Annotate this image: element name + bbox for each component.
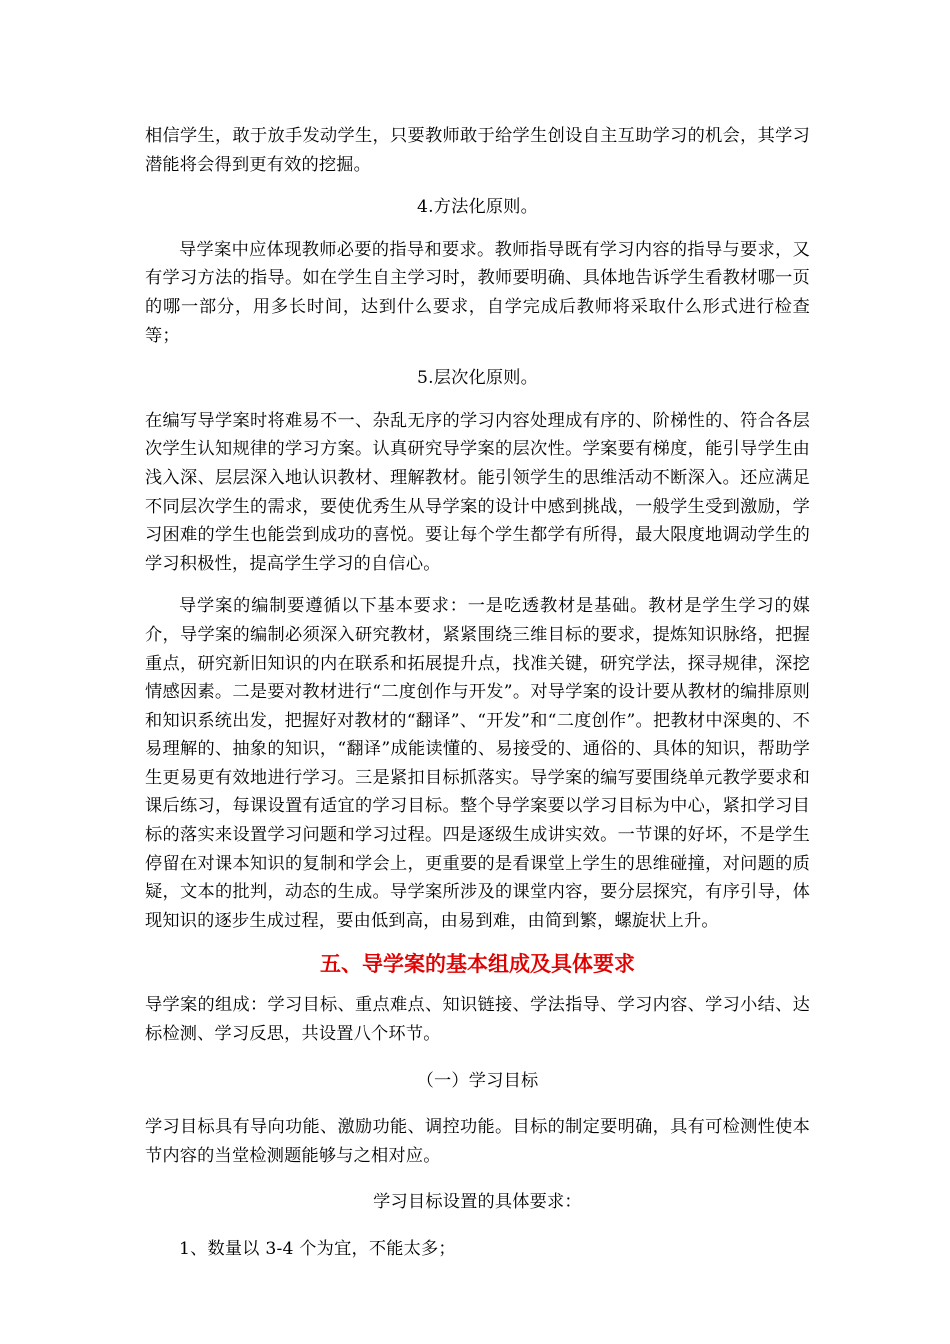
paragraph-teacher-guidance: 导学案中应体现教师必要的指导和要求。教师指导既有学习内容的指导与要求，又有学习方法的指导。如在学生自主学习时，教师要明确、具体地告诉学生看教材哪一页的哪一部分，用多长时间，达到什么要求，自学完成后教师将采取什么形式进行检查等； [145,239,810,346]
subheading-learning-goals: （一）学习目标 [416,1070,539,1091]
paragraph-basic-requirements: 导学案的编制要遵循以下基本要求：一是吃透教材是基础。教材是学生学习的媒介，导学案的编制必须深入研究教材，紧紧围绕三维目标的要求，提炼知识脉络，把握重点，研究新旧知识的内在联系和拓展提升点，找准关键，研究学法，探寻规律，深挖情感因素。二是要对教材进行“二度创作与开发”。对导学案的设计要从教材的编排原则和知识系统出发，把握好对教材的“翻译”、“开发”和“二度创作”。把教材中深奥的、不易理解的、抽象的知识，“翻译”成能读懂的、易接受的、通俗的、具体的知识，帮助学生更易更有效地进行学习。三是紧扣目标抓落实。导学案的编写要围绕单元教学要求和课后练习，每课设置有适宜的学习目标。整个导学案要以学习目标为中心，紧扣学习目标的落实来设置学习问题和学习过程。四是逐级生成讲实效。一节课的好坏，不是学生停留在对课本知识的复制和学会上，更重要的是看课堂上学生的思维碰撞，对问题的质疑，文本的批判，动态的生成。导学案所涉及的课堂内容，要分层探究，有序引导，体现知识的逐步生成过程，要由低到高，由易到难，由简到繁，螺旋状上升。 [145,596,810,931]
list-item-goal-count: 1、数量以 3-4 个为宜，不能太多； [179,1239,456,1259]
principle-heading-methodical: 4.方法化原则。 [416,197,539,218]
paragraph-trust-students: 相信学生，敢于放手发动学生，只要教师敢于给学生创设自主互助学习的机会，其学习潜能将会得到更有效的挖掘。 [145,126,810,175]
paragraph-goal-functions: 学习目标具有导向功能、激励功能、调控功能。目标的制定要明确，具有可检测性使本节内容的当堂检测题能够与之相对应。 [145,1117,810,1166]
paragraph-composition: 导学案的组成：学习目标、重点难点、知识链接、学法指导、学习内容、学习小结、达标检测、学习反思，共设置八个环节。 [145,995,810,1045]
principle-heading-layered: 5.层次化原则。 [416,368,539,389]
subheading-goal-requirements: 学习目标设置的具体要求： [373,1192,582,1213]
paragraph-layered-design: 在编写导学案时将难易不一、杂乱无序的学习内容处理成有序的、阶梯性的、符合各层次学生认知规律的学习方案。认真研究导学案的层次性。学案要有梯度，能引导学生由浅入深、层层深入地认识教材、理解教材。能引领学生的思维活动不断深入。还应满足不同层次学生的需求，要使优秀生从导学案的设计中感到挑战，一般学生受到激励，学习困难的学生也能尝到成功的喜悦。要让每个学生都学有所得，最大限度地调动学生的学习积极性，提高学生学习的自信心。 [145,410,810,574]
document-body [145,122,810,1264]
section-heading: 五、导学案的基本组成及具体要求 [320,952,635,977]
